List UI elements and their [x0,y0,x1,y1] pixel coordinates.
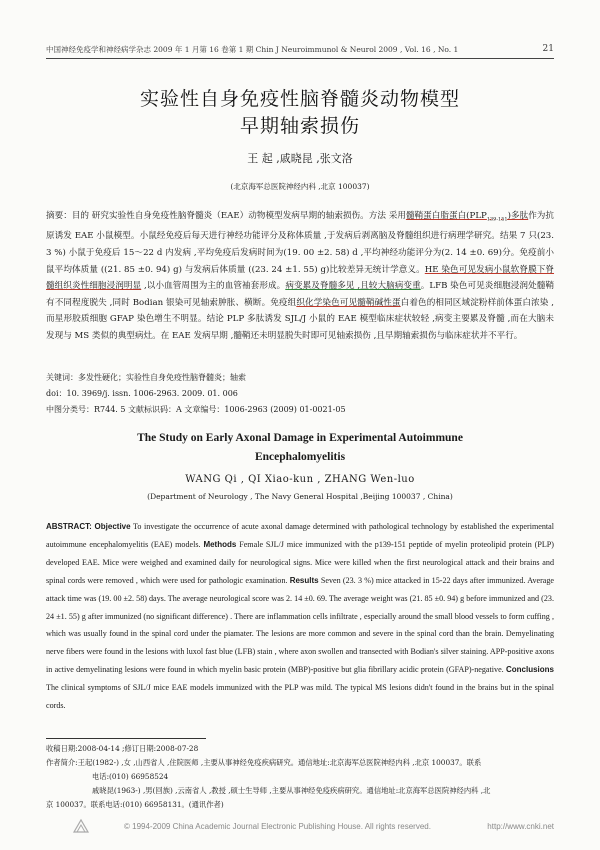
abstract-cn-highlight-mbp: 织化学染色可见髓鞘碱性蛋 [296,297,401,308]
abstract-cn-p1: 摘要：目的 研究实验性自身免疫性脑脊髓炎（EAE）动物模型发病早期的轴索损伤。方法 采用 [46,211,406,221]
abstract-cn: 摘要：目的 研究实验性自身免疫性脑脊髓炎（EAE）动物模型发病早期的轴索损伤。方法 采用髓鞘蛋白脂蛋白$(PLP_{139-151})$多肽作为抗原诱发 EAE 小鼠模型。小鼠经免疫后每天进行神经功能评分及称体质量 ,于发病后剥离脑及脊髓组织进行病理学研究。结果 7 只(23. 3 %) 小鼠于免疫后 15～22 d 内发病 ,平均免疫后发病时间为(19. 00 ±2. 58) d ,平均神经功能评分为(2. 14 ±0. 69)分。免疫前小鼠平均体质量 ((21. 85 ±0. 94) g) 与发病后体质量 ((23. 24 ±1. 55) g)比较差异无统计学意义。HE 染色可见发病小鼠软脊膜下脊髓组织炎性细胞浸润明显 ,以小血管周围为主的血管袖套形成。病变累及脊髓多见 ,且较大脑病变重。LFB 染色可见炎细胞浸润处髓鞘有不同程度脱失 ,同时 Bodian 银染可见轴索肿胀、横断。免疫组织化学染色可见髓鞘碱性蛋白着色的相同区域淀粉样前体蛋白浓染 ,而星形胶质细胞 GFAP 染色增生不明显。结论 PLP 多肽诱发 SJL/J 小鼠的 EAE 模型临床症状较轻 ,病变主要累及脊髓 ,而在大脑未发现与 MS 类似的典型病灶。在 EAE 发病早期 ,髓鞘还未明显脱失时即可见轴索损伤 ,且早期轴索损伤与临床症状并不平行。 [46,211,555,341]
abstract-cn-highlight-he: HE 染色可见发病小鼠软脊膜下脊髓组织炎性细胞浸润明显 [46,264,555,292]
conclusions-label: Conclusions [505,665,554,675]
abstract-en [46,518,554,715]
objective-label: ABSTRACT: Objective [46,522,131,531]
abstract-cn-p2: 作为抗原诱发 EAE 小鼠模型。小鼠经免疫后每天进行神经功能评分及称体质量 ,于发病后剥离脑及脊髓组织进行病理学研究。结果 7 只(23. 3 %) 小鼠于免疫后 15～22 d 内发病 ,平均免疫后发病时间为(19. 00 ±2. 58) d ,平均神经功能评分为(2. 14 ±0. 69)分。免疫前小鼠平均体质量 ((21. 85 ±0. 94) g) 与发病后体质量 ((23. 24 ±1. 55) g)比较差异无统计学意义。 [46,211,554,275]
affiliation-en: (Department of Neurology , The Navy General Hospital ,Beijing 100037 , China) [147,492,453,501]
cnki-link[interactable]: http://www.cnki.net [487,822,554,831]
authors-cn: 王 起 ,戚晓昆 ,张文洛 [247,152,353,165]
methods-label: Methods [203,539,237,549]
publisher-watermark [46,818,554,836]
results-label: Results [289,575,319,585]
title-en-line1: The Study on Early Axonal Damage in Experimental Autoimmune [137,432,463,444]
methods-text: Female SJL/J mice immunized with the p139-151 peptide of myelin proteolipid protein (PLP) developed EAE. Mice were weighed and examined daily for neurological signs. Mice were killed when the first neurological attack and their brains and spinal cords were removed , which were used for pathologic examination. [46,539,554,585]
author-bio-1: 作者简介:王起(1982-) ,女 ,山西省人 ,住院医师 ,主要从事神经免疫疾病研究。通信地址:北京海军总医院神经内科 ,北京 100037。联系 电话:(010) 66958524 [46,758,482,781]
title-cn-line2: 早期轴索损伤 [239,115,360,137]
abstract-cn-highlight-spinal: 病变累及脊髓多见 ,且较大脑病变重 [285,281,421,292]
abstract-cn-highlight-plp: 髓鞘蛋白脂蛋白$(PLP_{139-151})$多肽 [405,211,529,223]
running-header [46,44,554,59]
page-number: 21 [542,44,554,54]
author-bio-2: 戚晓昆(1963-) ,男(回族) ,云南省人 ,教授 ,硕士生导师 ,主要从事神经免疫疾病研究。通信地址:北京海军总医院神经内科 ,北 京 100037。联系电话:(010) 66958131。(通讯作者) [46,786,491,809]
conclusions-text: The clinical symptoms of SJL/J mice EAE models immunized with the PLP was mild. The typical MS lesions didn't found in the brains but in the spinal cords. [46,683,554,711]
objective-text: To investigate the occurrence of acute axonal damage determined with pathological technology by established the experimental autoimmune encephalomyelitis (EAE) models. [46,522,554,549]
results-text: Seven (23. 3 %) mice attacked in 15-22 days after immunized. Average attack time was (19. 00 ±2. 58) days. The average neurological score was 2. 14 ±0. 69. The average weight was (21. 85 ±0. 94) g before immunized and (23. 24 ±1. 55) g after immunized (no significant difference) . There are inflammation cells infiltrate , especially around the small blood vessels to form cuffing , which was usually found in the spinal cord under the piamater. The lesions are more common and severe in the spinal cord than the brain. Demyelinating nerve fibers were found in the lesions with luxol fast blue (LFB) stain , where axon swollen and transected with Bodian's silver staining. APP-positive axons in active demyelinating lesions were found in which myelin basic protein (MBP)-positive but glia fibrillary acidic protein (GFAP)-negative. [46,575,555,675]
keywords-cn: 关键词：多发性硬化；实验性自身免疫性脑脊髓炎；轴索 [46,373,246,382]
doi: doi：10. 3969/j. issn. 1006-2963. 2009. 01. 006 [46,389,238,398]
journal-info: 中国神经免疫学和神经病学杂志 2009 年 1 月第 16 卷第 1 期 Chin J Neuroimmunol & Neurol 2009 , Vol. 16 , No. 1 [46,45,459,54]
authors-en: WANG Qi , QI Xiao-kun , ZHANG Wen-luo [185,474,415,485]
publisher-logo-icon [72,818,90,834]
copyright-notice: © 1994-2009 China Academic Journal Electronic Publishing House. All rights reserved. [124,822,431,831]
classification: 中图分类号：R744. 5 文献标识码：A 文章编号：1006-2963 (2009) 01-0021-05 [46,405,346,414]
title-en-line2: Encephalomyelitis [254,451,346,463]
title-cn-line1: 实验性自身免疫性脑脊髓炎动物模型 [139,88,460,110]
footnote-divider [46,738,206,739]
affiliation-cn: (北京海军总医院神经内科 ,北京 100037) [230,182,370,191]
received-date: 收稿日期:2008-04-14 ;修订日期:2008-07-28 [46,744,199,753]
